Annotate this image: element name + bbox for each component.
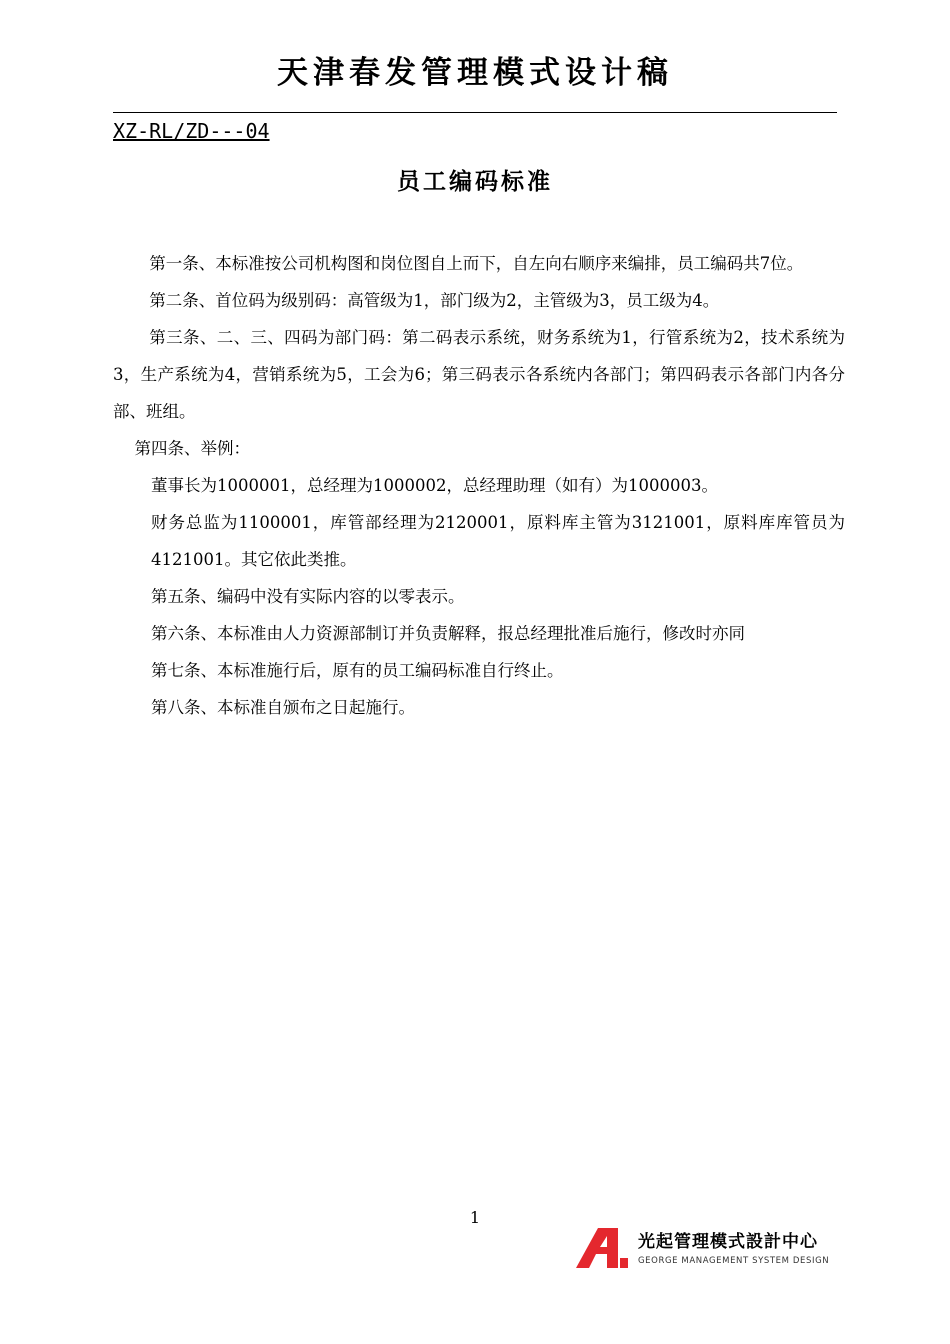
document-body [113, 245, 845, 726]
footer-brand [574, 1228, 844, 1272]
article-5: 第五条、编码中没有实际内容的以零表示。 [151, 587, 465, 606]
brand-subtitle: GEORGE MANAGEMENT SYSTEM DESIGN [638, 1256, 830, 1266]
page-number: 1 [469, 1208, 481, 1227]
document-code: XZ-RL/ZD---04 [113, 119, 270, 143]
header-divider [113, 112, 837, 113]
article-3: 第三条、二、三、四码为部门码：第二码表示系统，财务系统为1，行管系统为2，技术系统为3，生产系统为4，营销系统为5，工会为6；第三码表示各系统内各部门；第四码表示各部门内各分部、班组。 [113, 328, 845, 421]
article-7: 第七条、本标准施行后，原有的员工编码标准自行终止。 [151, 661, 564, 680]
example-line-1: 董事长为1000001，总经理为1000002，总经理助理（如有）为1000003。 [151, 476, 718, 495]
letter-a-logo-icon [574, 1228, 630, 1268]
header-title: 天津春发管理模式设计稿 [277, 55, 673, 91]
article-8: 第八条、本标准自颁布之日起施行。 [151, 698, 415, 717]
article-2: 第二条、首位码为级别码：高管级为1，部门级为2，主管级为3，员工级为4。 [149, 291, 720, 310]
article-1: 第一条、本标准按公司机构图和岗位图自上而下，自左向右顺序来编排，员工编码共7位。 [149, 254, 804, 273]
document-title: 员工编码标准 [397, 169, 553, 195]
article-4: 第四条、举例： [134, 439, 250, 458]
brand-name: 光起管理模式設計中心 [638, 1232, 818, 1252]
article-6: 第六条、本标准由人力资源部制订并负责解释，报总经理批准后施行，修改时亦同 [151, 624, 745, 643]
example-line-2: 财务总监为1100001，库管部经理为2120001，原料库主管为3121001，原料库库管员为4121001。其它依此类推。 [151, 513, 845, 569]
